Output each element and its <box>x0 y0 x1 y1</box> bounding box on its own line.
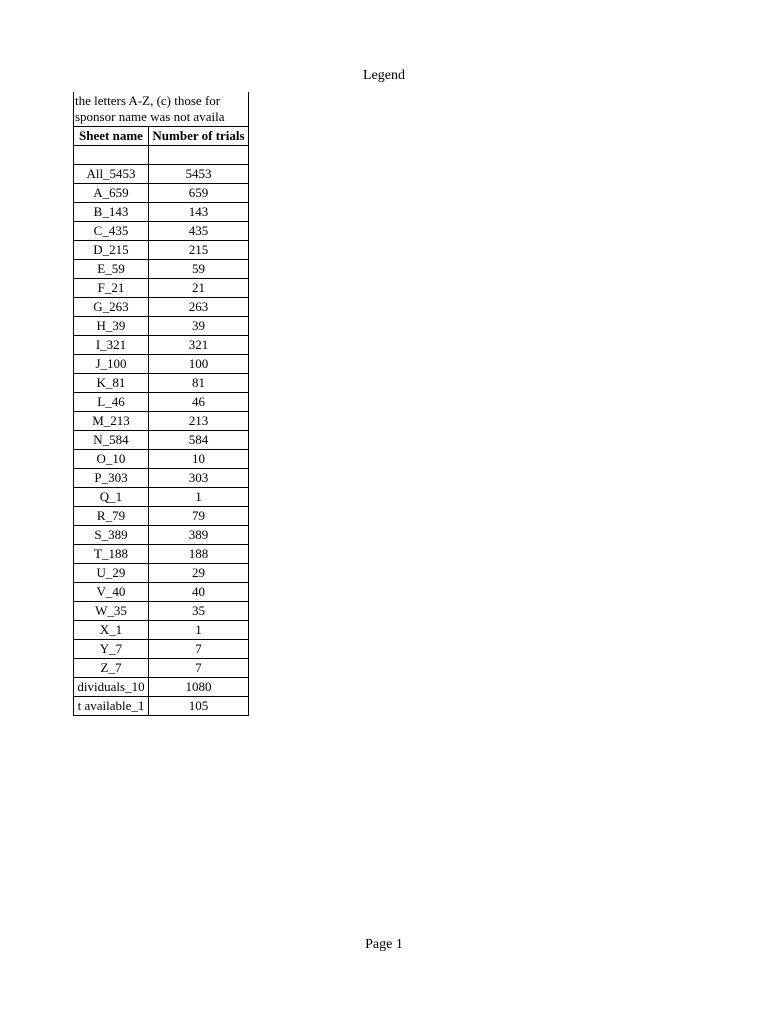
sheet-name-cell: Y_7 <box>74 640 149 659</box>
trial-count-cell: 321 <box>149 336 249 355</box>
table-row <box>74 355 249 374</box>
table-row <box>74 526 249 545</box>
trial-count-cell: 215 <box>149 241 249 260</box>
trial-count-cell: 10 <box>149 450 249 469</box>
sheet-name-cell: K_81 <box>74 374 149 393</box>
trial-count-cell: 39 <box>149 317 249 336</box>
trial-count-cell: 584 <box>149 431 249 450</box>
trial-count-cell: 1080 <box>149 678 249 697</box>
page-title: Legend <box>363 68 405 83</box>
table-row <box>74 697 249 716</box>
table-row <box>74 545 249 564</box>
table-row <box>74 260 249 279</box>
table-row <box>74 659 249 678</box>
sheet-name-cell: A_659 <box>74 184 149 203</box>
table-row <box>74 488 249 507</box>
sheet-name-cell: X_1 <box>74 621 149 640</box>
sheet-name-cell: Q_1 <box>74 488 149 507</box>
trial-count-cell: 188 <box>149 545 249 564</box>
table-row <box>74 165 249 184</box>
table-body <box>74 146 249 716</box>
table-row <box>74 203 249 222</box>
table-row <box>74 640 249 659</box>
legend-table <box>73 126 249 716</box>
trial-count-cell: 303 <box>149 469 249 488</box>
table-row <box>74 469 249 488</box>
table-row <box>74 241 249 260</box>
trial-count-cell: 46 <box>149 393 249 412</box>
trial-count-cell: 659 <box>149 184 249 203</box>
description-line-1: the letters A-Z, (c) those for <box>75 93 221 108</box>
trial-count-cell: 213 <box>149 412 249 431</box>
table-row <box>74 602 249 621</box>
table-row <box>74 507 249 526</box>
table-row <box>74 184 249 203</box>
table-row <box>74 298 249 317</box>
trial-count-cell: 40 <box>149 583 249 602</box>
sheet-name-cell: J_100 <box>74 355 149 374</box>
sheet-name-cell: All_5453 <box>74 165 149 184</box>
sheet-name-cell: L_46 <box>74 393 149 412</box>
trial-count-cell: 1 <box>149 621 249 640</box>
legend-sheet <box>73 92 249 716</box>
trial-count-cell: 35 <box>149 602 249 621</box>
table-row <box>74 412 249 431</box>
trial-count-cell: 81 <box>149 374 249 393</box>
table-row <box>74 393 249 412</box>
table-header-row <box>74 127 249 146</box>
sheet-name-cell: E_59 <box>74 260 149 279</box>
sheet-name-cell: U_29 <box>74 564 149 583</box>
sheet-name-cell: C_435 <box>74 222 149 241</box>
sheet-name-cell: P_303 <box>74 469 149 488</box>
number-of-trials-header: Number of trials <box>149 127 249 146</box>
description-cell <box>73 92 249 126</box>
sheet-name-cell: H_39 <box>74 317 149 336</box>
sheet-name-cell: t available_1 <box>74 697 149 716</box>
sheet-name-cell: dividuals_10 <box>74 678 149 697</box>
trial-count-cell: 105 <box>149 697 249 716</box>
trial-count-cell <box>149 146 249 165</box>
trial-count-cell: 435 <box>149 222 249 241</box>
table-row <box>74 564 249 583</box>
trial-count-cell: 389 <box>149 526 249 545</box>
table-row <box>74 450 249 469</box>
trial-count-cell: 1 <box>149 488 249 507</box>
sheet-name-cell: R_79 <box>74 507 149 526</box>
sheet-name-cell: M_213 <box>74 412 149 431</box>
sheet-name-cell: F_21 <box>74 279 149 298</box>
sheet-name-cell: T_188 <box>74 545 149 564</box>
table-row <box>74 583 249 602</box>
sheet-name-cell <box>74 146 149 165</box>
sheet-name-cell: V_40 <box>74 583 149 602</box>
trial-count-cell: 143 <box>149 203 249 222</box>
table-row <box>74 146 249 165</box>
table-row <box>74 374 249 393</box>
table-row <box>74 336 249 355</box>
sheet-name-cell: Z_7 <box>74 659 149 678</box>
sheet-name-cell: B_143 <box>74 203 149 222</box>
sheet-name-cell: O_10 <box>74 450 149 469</box>
trial-count-cell: 29 <box>149 564 249 583</box>
table-row <box>74 279 249 298</box>
table-row <box>74 678 249 697</box>
table-row <box>74 431 249 450</box>
table-row <box>74 317 249 336</box>
trial-count-cell: 7 <box>149 659 249 678</box>
description-line-2: sponsor name was not availa <box>75 109 225 124</box>
sheet-name-cell: I_321 <box>74 336 149 355</box>
sheet-name-header: Sheet name <box>74 127 149 146</box>
sheet-name-cell: S_389 <box>74 526 149 545</box>
page-number: Page 1 <box>365 937 403 952</box>
trial-count-cell: 79 <box>149 507 249 526</box>
table-row <box>74 621 249 640</box>
trial-count-cell: 59 <box>149 260 249 279</box>
trial-count-cell: 100 <box>149 355 249 374</box>
table-row <box>74 222 249 241</box>
trial-count-cell: 5453 <box>149 165 249 184</box>
trial-count-cell: 21 <box>149 279 249 298</box>
trial-count-cell: 7 <box>149 640 249 659</box>
sheet-name-cell: N_584 <box>74 431 149 450</box>
sheet-name-cell: D_215 <box>74 241 149 260</box>
sheet-name-cell: W_35 <box>74 602 149 621</box>
sheet-name-cell: G_263 <box>74 298 149 317</box>
trial-count-cell: 263 <box>149 298 249 317</box>
